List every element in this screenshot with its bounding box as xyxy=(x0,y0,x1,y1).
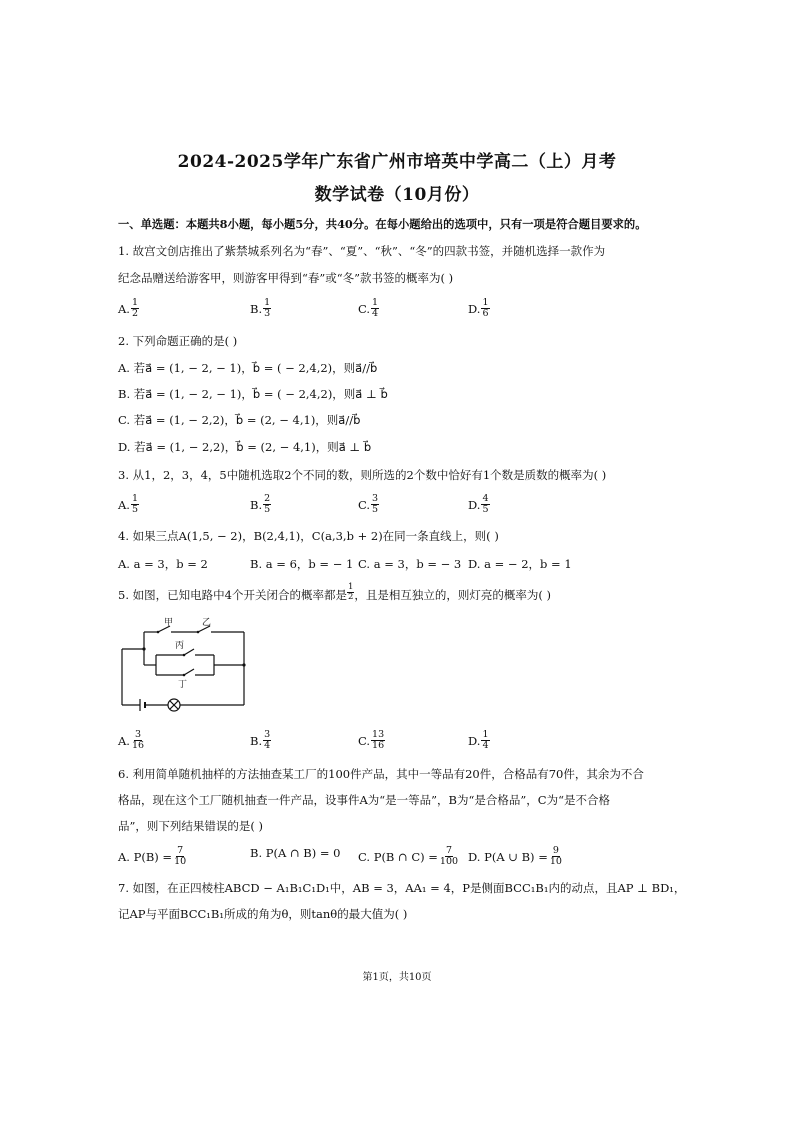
q1-option-fraction: $\frac{1}{3}$ xyxy=(264,297,271,319)
section-heading: 一、单选题：本题共8小题，每小题5分，共40分。在每小题给出的选项中，只有一项是符合题目要求的。 xyxy=(118,217,647,231)
q1-stem-line2: 纪念品赠送给游客甲，则游客甲得到“春”或“冬”款书签的概率为( ) xyxy=(118,271,454,285)
q3-stem: 3. 从1，2，3，4，5中随机选取2个不同的数，则所选的2个数中恰好有1个数是质数的概率为( ) xyxy=(118,468,607,482)
q6-stem-line2: 格品，现在这个工厂随机抽查一件产品，设事件A为“是一等品”，B为“是合格品”，C为“是不合格 xyxy=(118,793,610,807)
exam-subtitle: 数学试卷（10月份） xyxy=(314,185,480,205)
q6-option-label: D. P(A ∪ B) = xyxy=(468,849,548,864)
q1-option-fraction: $\frac{1}{4}$ xyxy=(372,297,379,319)
q1-option-fraction: $\frac{1}{6}$ xyxy=(482,297,489,319)
q3-option-label: C. xyxy=(358,497,371,512)
q1-option-fraction: $\frac{1}{2}$ xyxy=(131,297,139,319)
circuit-diagram xyxy=(118,615,253,719)
q1-option-label: C. xyxy=(358,301,371,316)
exam-title: 2024-2025学年广东省广州市培英中学高二（上）月考 xyxy=(177,152,617,172)
q5-option-fraction: $\frac{3}{16}$ xyxy=(131,729,145,751)
q5-option-label: A. xyxy=(118,733,130,748)
q5-stem xyxy=(118,582,552,604)
q7-stem-line1: 7. 如图，在正四棱柱ABCD − A₁B₁C₁D₁中，AB = 3，AA₁ = 4，P是侧面BCC₁B₁内的动点，且AP ⊥ BD₁， xyxy=(118,881,686,895)
q1-option-label: D. xyxy=(468,301,481,316)
q3-option-a xyxy=(118,494,139,515)
q5-stem-fraction: $\frac{1}{2}$ xyxy=(347,582,354,602)
q6-option-fraction: $\frac{7}{100}$ xyxy=(439,845,459,867)
q2-option-c: C. 若a⃗ = (1, − 2,2)，b⃗ = (2, − 4,1)，则a⃗//b⃗ xyxy=(118,413,361,427)
q3-option-label: A. xyxy=(118,497,130,512)
q6-option-label: B. P(A ∩ B) = 0 xyxy=(250,846,341,860)
q3-option-fraction: $\frac{1}{5}$ xyxy=(131,493,139,515)
q1-option-a xyxy=(118,298,139,319)
q5-option-a xyxy=(118,730,145,751)
q5-option-label: D. xyxy=(468,733,481,748)
q5-option-label: C. xyxy=(358,733,371,748)
q3-option-b xyxy=(250,494,271,515)
q6-option-d xyxy=(468,846,563,867)
switch-label-jia: 甲 xyxy=(164,618,174,628)
switch-label-ding: 丁 xyxy=(178,680,188,690)
q2-option-b: B. 若a⃗ = (1, − 2, − 1)，b⃗ = ( − 2,4,2)，则a⃗ ⊥ b⃗ xyxy=(118,387,388,401)
q5-option-fraction: $\frac{1}{4}$ xyxy=(482,729,489,751)
q1-stem-line1: 1. 故宫文创店推出了紫禁城系列名为“春”、“夏”、“秋”、“冬”的四款书签，并随机选择一款作为 xyxy=(118,244,606,258)
q5-option-b xyxy=(250,730,271,751)
q6-option-label: C. P(B ∩ C) = xyxy=(358,849,438,864)
q3-option-c xyxy=(358,494,379,515)
q6-option-fraction: $\frac{9}{10}$ xyxy=(549,845,562,867)
q6-option-c xyxy=(358,846,459,867)
q3-option-label: B. xyxy=(250,497,263,512)
q4-stem: 4. 如果三点A(1,5, − 2)，B(2,4,1)，C(a,3,b + 2)在同一条直线上，则( ) xyxy=(118,529,499,543)
q3-option-fraction: $\frac{2}{5}$ xyxy=(264,493,271,515)
q5-stem-after: ，且是相互独立的，则灯亮的概率为( ) xyxy=(354,587,552,602)
q3-option-fraction: $\frac{4}{5}$ xyxy=(482,493,489,515)
q6-stem-line1: 6. 利用简单随机抽样的方法抽查某工厂的100件产品，其中一等品有20件，合格品有70件，其余为不合 xyxy=(118,767,644,781)
q1-option-label: B. xyxy=(250,301,263,316)
q2-option-a: A. 若a⃗ = (1, − 2, − 1)，b⃗ = ( − 2,4,2)，则a⃗//b⃗ xyxy=(118,361,378,375)
q2-option-d: D. 若a⃗ = (1, − 2,2)，b⃗ = (2, − 4,1)，则a⃗ ⊥ b⃗ xyxy=(118,440,372,454)
q1-option-c xyxy=(358,298,379,319)
q4-option-b: B. a = 6，b = − 1 xyxy=(250,557,354,571)
q3-option-label: D. xyxy=(468,497,481,512)
q6-option-b xyxy=(250,846,340,860)
q1-option-d xyxy=(468,298,490,319)
q5-option-c xyxy=(358,730,385,751)
q3-option-fraction: $\frac{3}{5}$ xyxy=(372,493,379,515)
q7-stem-line2: 记AP与平面BCC₁B₁所成的角为θ，则tanθ的最大值为( ) xyxy=(118,907,408,921)
q5-option-label: B. xyxy=(250,733,263,748)
q6-option-label: A. P(B) = xyxy=(118,849,173,864)
switch-label-yi: 乙 xyxy=(202,618,212,628)
q1-option-label: A. xyxy=(118,301,130,316)
q1-option-b xyxy=(250,298,271,319)
q4-option-c: C. a = 3，b = − 3 xyxy=(358,557,462,571)
q6-option-a xyxy=(118,846,187,867)
q5-option-d xyxy=(468,730,490,751)
q4-option-d: D. a = − 2，b = 1 xyxy=(468,557,572,571)
q3-option-d xyxy=(468,494,490,515)
q5-option-fraction: $\frac{3}{4}$ xyxy=(264,729,271,751)
q4-option-a: A. a = 3，b = 2 xyxy=(118,557,208,571)
q5-option-fraction: $\frac{13}{16}$ xyxy=(372,729,385,751)
page-footer: 第1页，共10页 xyxy=(362,972,432,983)
switch-label-bing: 丙 xyxy=(175,641,185,651)
q6-option-fraction: $\frac{7}{10}$ xyxy=(174,845,187,867)
q5-stem-before: 5. 如图，已知电路中4个开关闭合的概率都是 xyxy=(118,587,347,602)
q2-stem: 2. 下列命题正确的是( ) xyxy=(118,334,238,348)
q6-stem-line3: 品”，则下列结果错误的是( ) xyxy=(118,819,264,833)
